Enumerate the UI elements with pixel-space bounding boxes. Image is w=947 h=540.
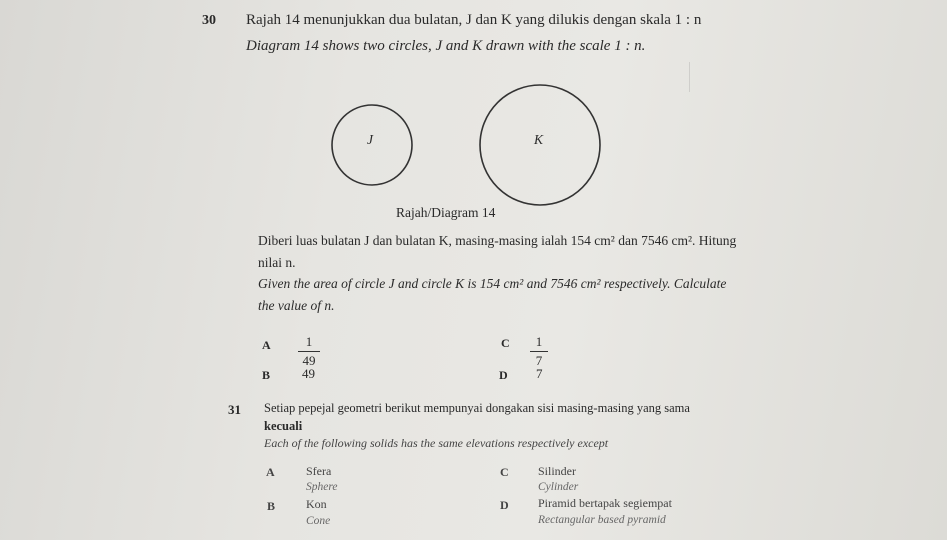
q31-text-ms-2: kecuali bbox=[264, 419, 303, 433]
q31-option-d-letter[interactable]: D bbox=[500, 498, 509, 512]
q31-option-d-en: Rectangular based pyramid bbox=[538, 514, 666, 526]
q31-option-b-en: Cone bbox=[306, 515, 331, 527]
q31-option-a-letter[interactable]: A bbox=[266, 465, 275, 479]
q30-given-ms-1: Diberi luas bulatan J dan bulatan K, masing-masing ialah 154 cm² dan 7546 cm². Hitung bbox=[258, 233, 737, 248]
q30-given-en-1: Given the area of circle J and circle K is 154 cm² and 7546 cm² respectively. Calculate bbox=[258, 276, 727, 291]
q30-option-c-numerator: 1 bbox=[535, 334, 543, 349]
q30-option-c-letter[interactable]: C bbox=[501, 336, 510, 350]
q30-option-d-value[interactable]: 7 bbox=[536, 366, 543, 381]
q30-option-b-letter[interactable]: B bbox=[262, 368, 271, 382]
q30-given-en-2: the value of n. bbox=[258, 298, 335, 313]
q31-text-ms-1: Setiap pepejal geometri berikut mempunyai dongakan sisi masing-masing yang sama bbox=[264, 401, 690, 415]
q31-option-c-letter[interactable]: C bbox=[500, 465, 509, 479]
circle-k-label: K bbox=[534, 132, 544, 147]
q30-option-a-numerator: 1 bbox=[305, 334, 313, 349]
circle-j-label: J bbox=[367, 132, 373, 147]
q30-option-a-denominator: 49 bbox=[302, 353, 316, 368]
q30-option-a-fraction[interactable] bbox=[298, 334, 320, 369]
q30-number: 30 bbox=[202, 13, 216, 28]
q30-option-c-denominator: 7 bbox=[535, 353, 543, 368]
q30-option-b-value[interactable]: 49 bbox=[302, 366, 315, 381]
q31-text-en: Each of the following solids has the same elevations respectively except bbox=[264, 436, 609, 450]
q31-option-b-ms[interactable]: Kon bbox=[306, 497, 327, 511]
q31-option-a-ms[interactable]: Sfera bbox=[306, 464, 332, 478]
q31-option-a-en: Sphere bbox=[306, 481, 338, 493]
diagram-caption: Rajah/Diagram 14 bbox=[396, 205, 496, 220]
q31-option-c-en: Cylinder bbox=[538, 481, 579, 493]
q30-option-c-fraction[interactable] bbox=[530, 334, 548, 369]
fraction-bar bbox=[530, 351, 548, 352]
q30-text-en: Diagram 14 shows two circles, J and K drawn with the scale 1 : n. bbox=[246, 38, 646, 54]
q31-option-c-ms[interactable]: Silinder bbox=[538, 464, 576, 478]
diagram-14 bbox=[0, 0, 947, 230]
q31-option-b-letter[interactable]: B bbox=[267, 499, 276, 513]
q30-given-ms-2: nilai n. bbox=[258, 255, 296, 270]
fraction-bar bbox=[298, 351, 320, 352]
q30-option-a-letter[interactable]: A bbox=[262, 338, 271, 352]
q30-text-ms: Rajah 14 menunjukkan dua bulatan, J dan K yang dilukis dengan skala 1 : n bbox=[246, 12, 702, 28]
q30-option-d-letter[interactable]: D bbox=[499, 368, 508, 382]
q31-option-d-ms[interactable]: Piramid bertapak segiempat bbox=[538, 496, 672, 510]
q31-number: 31 bbox=[228, 402, 241, 417]
